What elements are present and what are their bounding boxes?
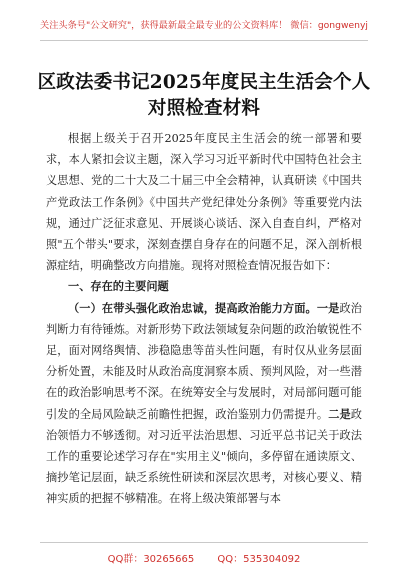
footer-qq: QQ：535304092 — [217, 554, 301, 565]
point-text: 政治判断力有待锤炼。对新形势下政法领域复杂问题的政治敏锐性不足，面对网络舆情、涉稳隐患等苗头性问题，有时仅从业务层面分析处置，未能及时从政治高度洞察本质、预判风险，对一些潜在的政治影响思考不深。在统筹安全与发展时，对局部问题可能引发的全局风险缺乏前瞻性把握，政治鉴别力仍需提升。 — [46, 301, 362, 421]
section-heading: 一、存在的主要问题 — [68, 279, 169, 294]
point-label: 二是 — [328, 406, 351, 421]
footer — [0, 550, 408, 565]
point-text: 政治领悟力不够透彻。对习近平法治思想、习近平总书记关于政法工作的重要论述学习存在"实用主义"倾向，多停留在通读原文、摘抄笔记层面，缺乏系统性研读和深层次思考，对核心要义、精神实质的把握不够精准。在将上级决策部署与本 — [46, 407, 362, 506]
header-banner: 关注头条号"公文研究"，获得最新最全最专业的公文资料库！ 微信：gongwenyj — [40, 20, 368, 31]
document-body — [46, 128, 362, 510]
subsection-heading: （一）在带头强化政治忠诚，提高政治能力方面。 — [68, 300, 317, 315]
subsection-paragraph — [46, 298, 362, 510]
footer-qq-group: QQ群：30265665 — [107, 554, 195, 565]
document-title-line2: 对照检查材料 — [147, 98, 261, 119]
point-label: 一是 — [316, 300, 340, 315]
header-divider — [40, 40, 368, 41]
document-title-line1: 区政法委书记2025年度民主生活会个人 — [37, 72, 371, 93]
footer-divider — [40, 542, 368, 543]
intro-paragraph: 根据上级关于召开2025年度民主生活会的统一部署和要求，本人紧扣会议主题，深入学习习近平新时代中国特色社会主义思想、党的二十大及二十届三中全会精神，认真研读《中国共产党政法工作条例》《中国共产党纪律处分条例》等重要党内法规，通过广泛征求意见、开展谈心谈话、深入自查自纠，严格对照"五个带头"要求，深刻查摆自身存在的问题不足，深入剖析根源症结，明确整改方向措施。现将对照检查情况报告如下： — [46, 132, 362, 273]
